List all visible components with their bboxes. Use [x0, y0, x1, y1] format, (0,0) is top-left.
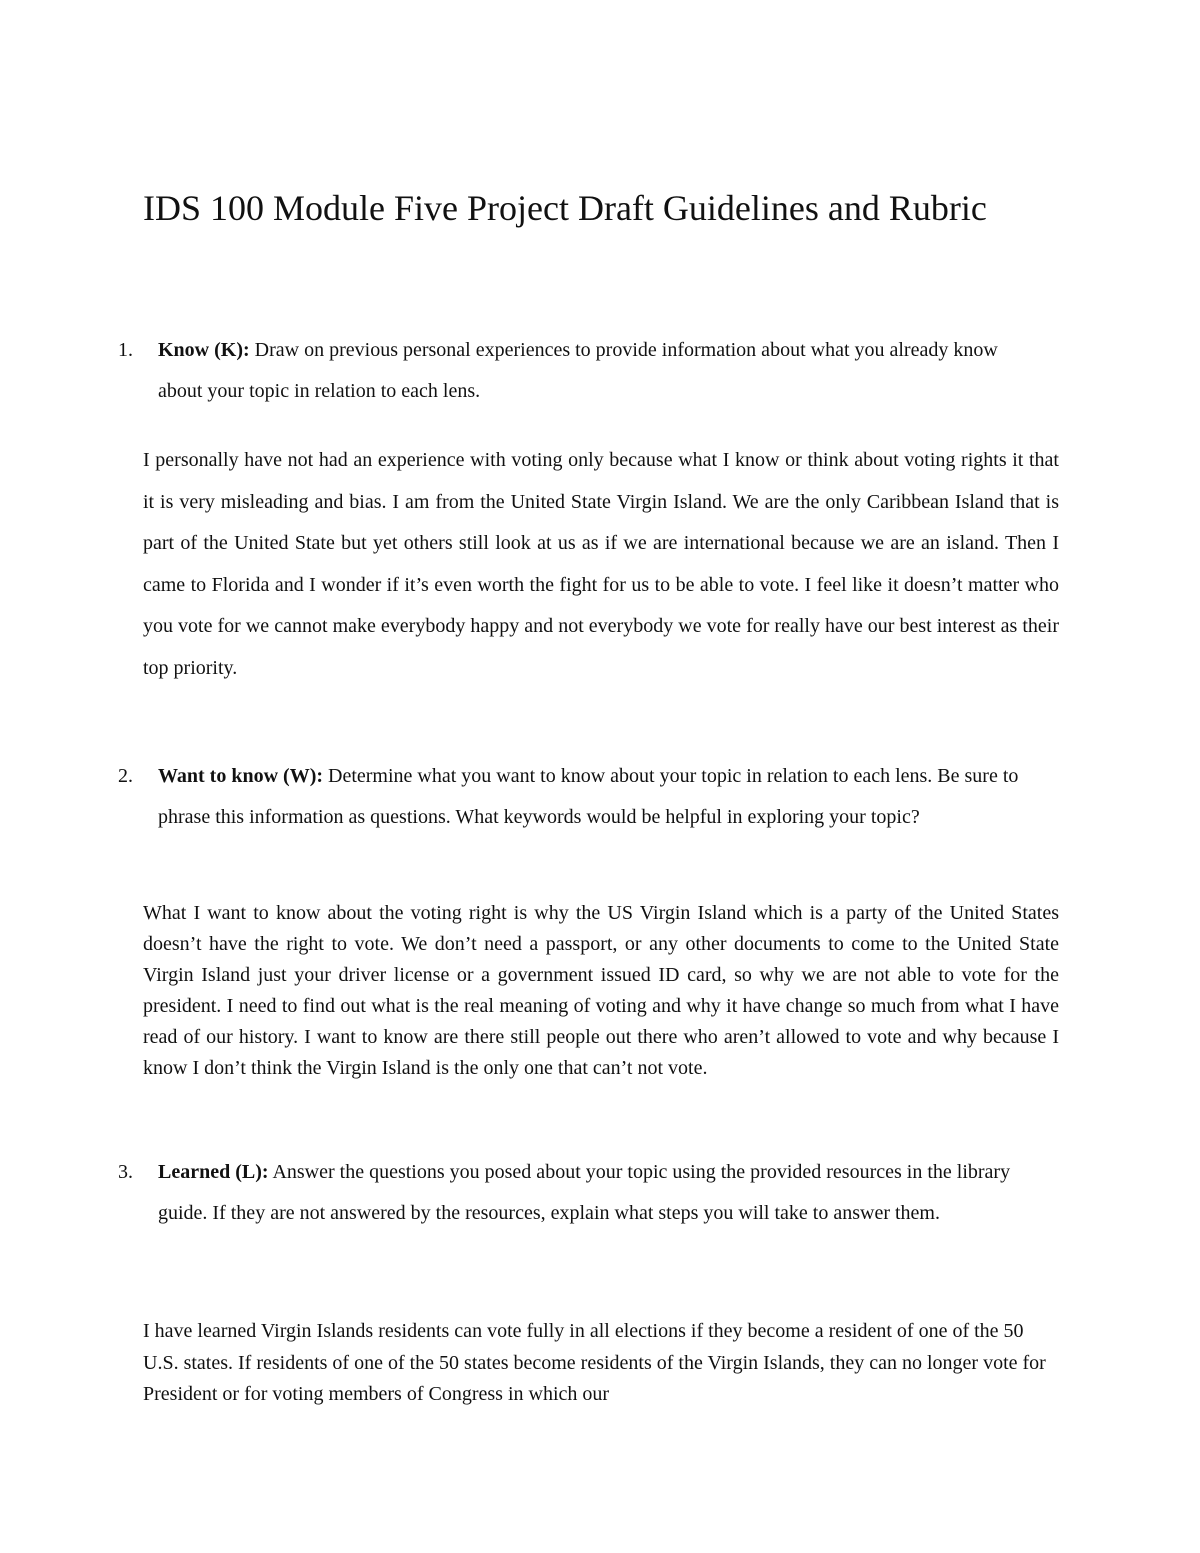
rubric-item-know: [118, 330, 1028, 412]
item-prompt: Draw on previous personal experiences to provide information about what you already know about your topic in relation to each lens.: [158, 339, 998, 402]
answer-want-to-know: What I want to know about the voting right is why the US Virgin Island which is a party of the United States doesn’t have the right to vote. We don’t need a passport, or any other documents to come to the United State Virgin Island just your driver license or a government issued ID card, so why we are not able to vote for the president. I need to find out what is the real meaning of voting and why it have change so much from what I have read of our history. I want to know are there still people out there who aren’t allowed to vote and why because I know I don’t think the Virgin Island is the only one that can’t not vote.: [143, 902, 1059, 1079]
item-number: 3.: [118, 1161, 133, 1183]
item-prompt: Determine what you want to know about your topic in relation to each lens. Be sure to phrase this information as questions. What keywords would be helpful in exploring your topic?: [158, 765, 1019, 828]
item-prompt-block: [158, 1152, 1028, 1234]
rubric-item-learned: [118, 1152, 1028, 1234]
document-title: IDS 100 Module Five Project Draft Guidelines and Rubric: [143, 188, 987, 228]
answer-know: I personally have not had an experience with voting only because what I know or think about voting rights it that it is very misleading and bias. I am from the United State Virgin Island. We are the only Caribbean Island that is part of the United State but yet others still look at us as if we are international because we are an island. Then I came to Florida and I wonder if it’s even worth the fight for us to be able to vote. I feel like it doesn’t matter who you vote for we cannot make everybody happy and not everybody we vote for really have our best interest as their top priority.: [143, 449, 1059, 679]
item-number: 2.: [118, 765, 133, 787]
answer-learned: I have learned Virgin Islands residents can vote fully in all elections if they become a resident of one of the 50 U.S. states. If residents of one of the 50 states become residents of the Virgin Islands, they can no longer vote for President or for voting members of Congress in which our: [143, 1320, 1046, 1405]
item-prompt-block: [158, 756, 1028, 838]
item-prompt: Answer the questions you posed about your topic using the provided resources in the library guide. If they are not answered by the resources, explain what steps you will take to answer them.: [158, 1161, 1011, 1224]
rubric-item-want-to-know: [118, 756, 1028, 838]
item-label: Learned (L):: [158, 1161, 269, 1183]
item-label: Know (K):: [158, 339, 250, 361]
item-label: Want to know (W):: [158, 765, 324, 787]
item-prompt-block: [158, 330, 1028, 412]
item-number: 1.: [118, 339, 133, 361]
